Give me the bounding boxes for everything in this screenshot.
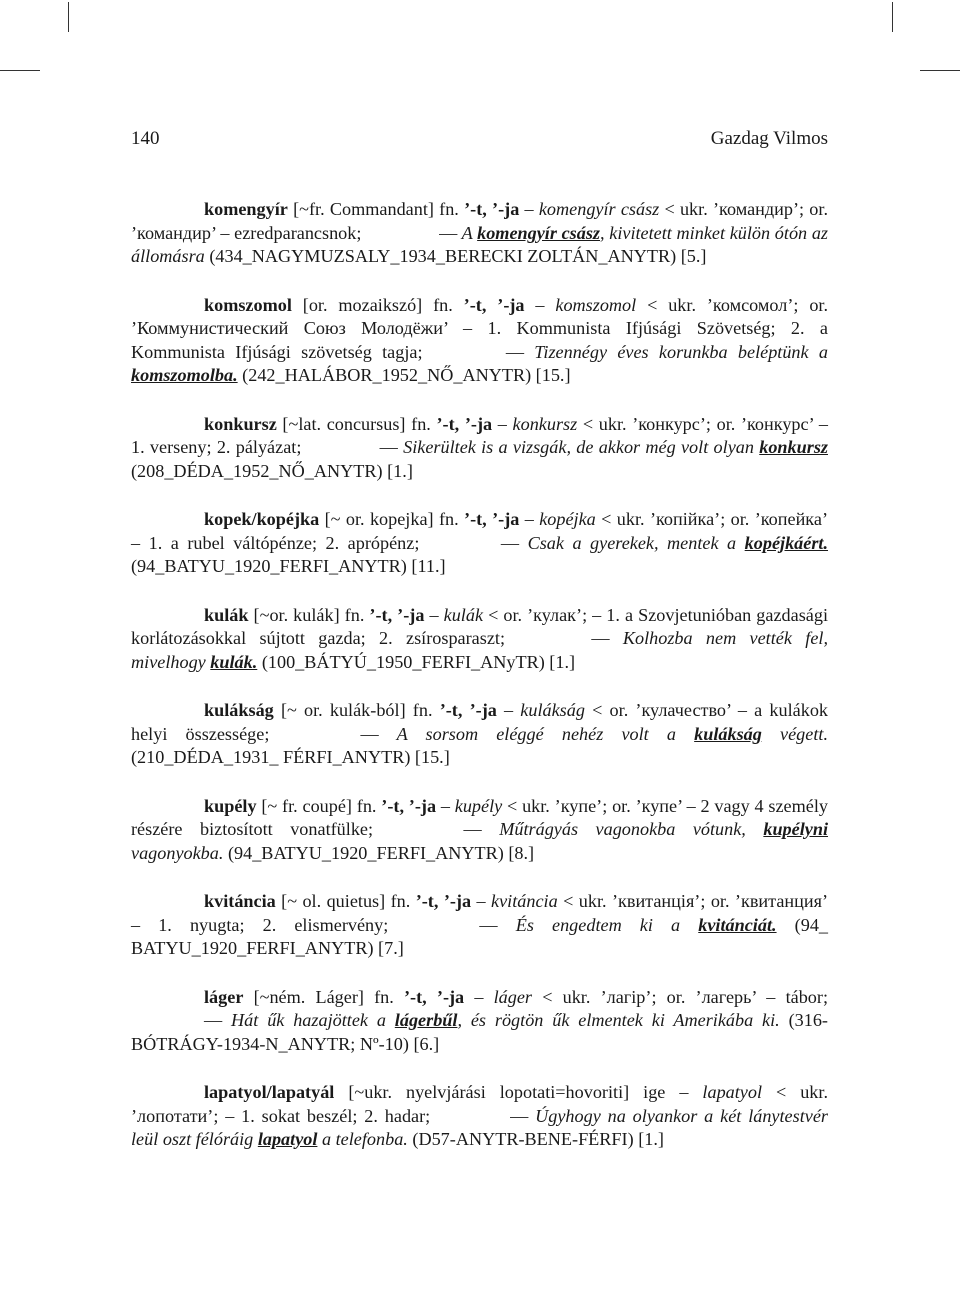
entry-grammar: ’-t, ’-ja [415,891,472,911]
entry-example-keyword: kulákság [694,723,762,744]
entry-example-keyword: lapatyol [257,1129,318,1149]
entry-example-text: Sikerültek is a vizsgák, de akkor még volt olyan [397,437,760,457]
entry-grammar: ’-t, ’-ja [439,700,497,720]
entry-etymology: [~lat. concursus] fn. [276,413,437,434]
entry-etymology: [~ném. Láger] fn. [243,986,404,1007]
entry-example-text: Csak a gyerekek, mentek a [519,532,745,553]
entry-definition: < ukr. ’конкурс’; or. ’конкурс’ – 1. verseny; 2. pályázat; [131,413,829,457]
entry-definition: < ukr. ’командир’; or. ’командир’ – ezredparancsnok; [131,199,828,243]
entry-example-text: Kolhozba nem vették fel, mivelhogy [131,628,828,672]
entry-example-keyword: komengyír csász [477,222,601,243]
entry-example-dash: — [439,222,458,243]
entry-grammar: ’-t, ’-ja [463,294,525,315]
dictionary-entry [131,986,828,1057]
entry-definition: < ukr. ’комсомол’; or. ’Коммунистический Союз Молодёжи’ – 1. Kommunista Ifjúsági Szövetség; 2. a Kommunista Ifjúsági szövetség tagja; [131,294,829,362]
entry-definition: < or. ’кулачество’ – a kulákok helyi összessége; [131,700,829,744]
entry-dash: – [464,986,494,1007]
entry-dash: – [679,1082,703,1102]
entry-etymology: [~ fr. coupé] fn. [256,795,382,816]
entry-grammar: ’-t, ’-ja [381,795,437,816]
entry-dash: – [492,413,513,434]
entry-definition: < or. ’кулак’; – 1. a Szovjetunióban gazdasági korlátozásokkal sújtott gazda; 2. zsírosparaszt; [131,604,829,648]
dictionary-entry [131,699,828,770]
entry-variant: kopéjka [539,509,596,529]
entry-example-text-end: végett. [761,723,828,744]
entry-example-dash: — [360,723,379,744]
page-header [131,128,828,158]
entry-etymology: [~ or. kopejka] fn. [319,509,465,529]
entry-source: (208_DÉDA_1952_NŐ_ANYTR) [1.] [131,460,413,481]
entry-headword: kvitáncia [204,891,276,911]
entry-example-dash: — [479,914,498,935]
entry-source: (242_HALÁBOR_1952_NŐ_ANYTR) [15.] [237,365,571,385]
entry-variant: kulák [443,604,484,625]
entry-example-text: Úgyhogy na olyankor a két lánytestvér leül oszt félóráig [131,1105,828,1149]
dictionary-entry [131,294,828,388]
entry-variant: kupély [454,795,503,816]
entry-example-text-end: vagonyokba. [131,842,224,863]
dictionary-entry [131,890,828,961]
entry-source: (434_NAGYMUZSALY_1934_BERECKI ZOLTÁN_ANYTR) [5.] [204,246,707,266]
page-number: 140 [131,128,160,149]
entry-example-text: A sorsom eléggé nehéz volt a [378,723,695,744]
entry-example-keyword: kupélyni [763,819,829,839]
entry-source: (D57-ANYTR-BENE-FÉRFI) [1.] [407,1129,664,1149]
entry-definition: < ukr. ’купе’; or. ’купе’ – 2 vagy 4 személy részére biztosított vonatfülke; [131,795,828,839]
entry-variant: lapatyol [702,1082,763,1102]
entry-example-keyword: konkursz [759,437,828,457]
entry-example-keyword: kvitánciát. [698,914,777,935]
entry-source: (94_BATYU_1920_FERFI_ANYTR) [11.] [131,556,446,576]
entry-example-text: És engedtem ki a [497,914,699,935]
entry-example-keyword: lágerbűl [394,1010,458,1030]
entry-etymology: [~fr. Commandant] fn. [287,199,465,219]
dictionary-entry [131,508,828,579]
entry-grammar: ’-t, ’-ja [369,604,425,625]
entry-variant: láger [493,986,533,1007]
dictionary-entry [131,1081,828,1152]
entry-dash: – [519,509,540,529]
entry-dash: – [524,294,556,315]
entry-example-keyword: kopéjkáért. [744,532,829,553]
entry-source: (210_DÉDA_1931_ FÉRFI_ANYTR) [15.] [131,747,450,767]
entry-source: (94_ BATYU_1920_FERFI_ANYTR) [7.] [131,914,829,958]
crop-mark-right-horizontal [920,70,960,71]
entry-source: (100_BÁTYÚ_1950_FERFI_ANyTR) [1.] [257,651,576,672]
entry-etymology: [~ukr. nyelvjárási lopotati=hovoriti] ige [334,1082,680,1102]
entry-headword: kulákság [204,700,274,720]
crop-mark-right [892,2,893,32]
entry-headword: komszomol [204,294,292,315]
entry-etymology: [~or. kulák] fn. [248,604,370,625]
entry-grammar: ’-t, ’-ja [436,413,493,434]
entry-example-dash: — [463,819,482,839]
entry-definition: < ukr. ’копійка’; or. ’копейка’ – 1. a rubel váltópénze; 2. aprópénz; [131,509,828,553]
entry-example-text-end: a telefonba. [317,1129,408,1149]
dictionary-entry [131,198,828,269]
dictionary-entries [131,198,828,1177]
entry-dash: – [496,700,521,720]
entry-source: (94_BATYU_1920_FERFI_ANYTR) [8.] [223,842,535,863]
entry-example-keyword: kulák. [210,651,258,672]
entry-headword: kulák [204,604,249,625]
entry-source: (316-BÓTRÁGY-1934-N_ANYTR; Nº-10) [6.] [131,1010,828,1054]
entry-headword: konkursz [204,413,277,434]
entry-headword: láger [204,986,244,1007]
crop-mark-left-horizontal [0,70,40,71]
entry-variant: komengyír csász [538,199,660,219]
entry-example-dash: — [591,628,610,648]
entry-example-text: Hát űk hazajöttek a [222,1010,395,1030]
entry-example-text: Tizennégy éves korunkba beléptünk a [524,341,828,362]
entry-example-dash: — [500,532,520,553]
entry-variant: kulákság [520,700,585,720]
entry-grammar: ’-t, ’-ja [464,199,520,219]
entry-variant: kvitáncia [491,891,558,911]
entry-example-text: A [457,222,478,243]
entry-dash: – [424,604,444,625]
entry-definition: < ukr. ’лопотати’; – 1. sokat beszél; 2. hadar; [131,1082,829,1126]
entry-etymology: [~ or. kulák-ból] fn. [273,700,440,720]
entry-definition: < ukr. ’лагір’; or. ’лагерь’ – tábor; [532,986,828,1007]
running-head: Gazdag Vilmos [710,128,828,149]
entry-etymology: [~ ol. quietus] fn. [275,891,416,911]
entry-example-keyword: komszomolba. [131,365,238,385]
entry-example-dash: — [204,1010,223,1030]
entry-definition: < ukr. ’квитанція’; or. ’квитанция’ – 1. nyugta; 2. elismervény; [131,891,829,935]
entry-example-dash: — [510,1105,529,1126]
entry-example-text-end: , és rögtön űk elmentek ki Amerikába ki. [457,1010,780,1030]
entry-headword: lapatyol/lapatyál [204,1082,335,1102]
entry-headword: kupély [204,795,257,816]
entry-grammar: ’-t, ’-ja [464,509,520,529]
entry-grammar: ’-t, ’-ja [404,986,465,1007]
entry-dash: – [519,199,539,219]
entry-headword: komengyír [204,199,288,219]
entry-etymology: [or. mozaikszó] fn. [291,294,464,315]
entry-example-dash: — [379,437,398,457]
dictionary-entry [131,604,828,675]
dictionary-entry [131,413,828,484]
entry-variant: komszomol [555,294,637,315]
entry-example-text: Műtrágyás vagonokba vótunk, [481,819,764,839]
crop-mark-left [68,2,69,32]
entry-dash: – [471,891,492,911]
entry-variant: konkursz [512,413,578,434]
entry-headword: kopek/kopéjka [204,509,320,529]
entry-dash: – [436,795,455,816]
entry-example-dash: — [505,341,524,362]
entry-example-text-end: , kivitetett minket külön ótón az állomásra [131,222,828,266]
dictionary-entry [131,795,828,866]
